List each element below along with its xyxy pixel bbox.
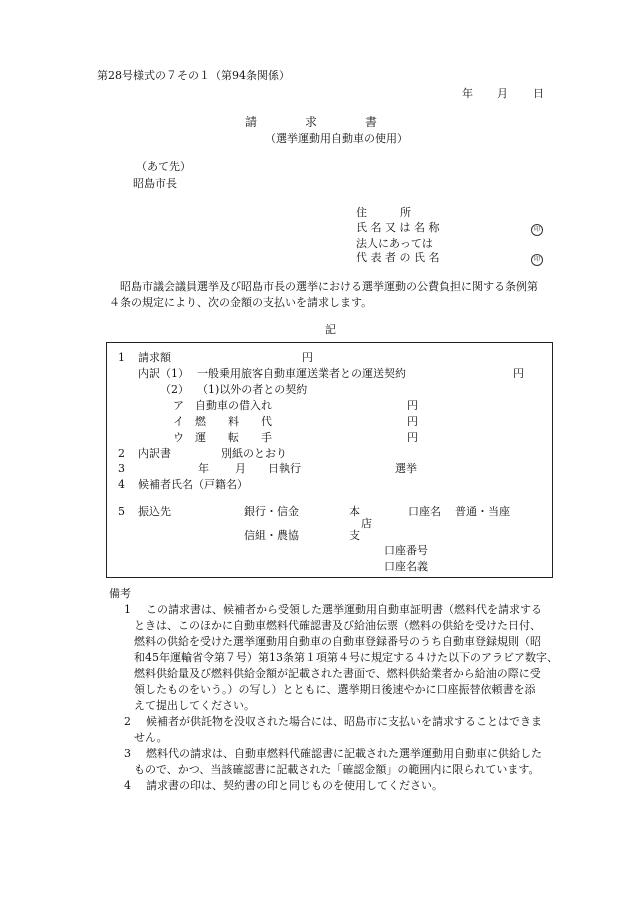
item2-label: 内訳書	[138, 447, 171, 460]
notes-heading: 備考	[109, 587, 131, 600]
item3-number: 3	[118, 462, 125, 475]
address-label: 住 所	[356, 206, 411, 219]
branch-main: 本	[349, 505, 360, 518]
date-year: 年	[462, 87, 473, 100]
sub-item-i: イ 燃 料 代	[173, 415, 272, 428]
bank-type-1: 銀行・信金	[244, 505, 299, 518]
note3-line1: 燃料代の請求は、自動車燃料代確認書に記載された選挙運動用自動車に供給した	[146, 747, 542, 760]
note3-number: 3	[124, 747, 131, 760]
item4-label: 候補者氏名（戸籍名）	[138, 478, 248, 491]
item5-number: 5	[118, 505, 125, 518]
note1-line2: ときは、このほかに自動車燃料代確認書及び給油伝票（燃料の供給を受けた日付、	[134, 619, 541, 632]
note1-line6: 領したものをいう。）の写し）とともに、選挙期日後速やかに口座振替依頼書を添	[134, 683, 536, 696]
account-number-label: 口座番号	[384, 544, 428, 557]
intro-line-2: ４条の規定により、次の金額の支払いを請求します。	[109, 296, 373, 309]
breakdown-2: （1)以外の者との契約	[197, 383, 308, 396]
name-label: 氏 名 又 は 名 称	[356, 221, 440, 234]
breakdown-1-yen: 円	[513, 367, 524, 380]
document-title: 請 求 書	[245, 115, 378, 129]
item1-label: 請求額	[138, 351, 171, 364]
sub-item-a: ア 自動車の借入れ	[173, 399, 272, 412]
branch-store: 店	[361, 517, 372, 530]
bank-type-2: 信組・農協	[244, 529, 299, 542]
addressee-label: （あて先）	[136, 160, 191, 173]
intro-line-1: 昭島市議会議員選挙及び昭島市長の選挙における選挙運動の公費負担に関する条例第	[120, 280, 538, 293]
document-subtitle: （選挙運動用自動車の使用）	[265, 132, 408, 145]
seal-icon	[531, 250, 543, 266]
note3-line2: もので、かつ、当該確認書に記載された「確認金額」の範囲内に限られています。	[134, 763, 540, 776]
item1-yen: 円	[302, 351, 313, 364]
account-label: 口座名	[408, 505, 441, 518]
item2-value: 別紙のとおり	[221, 447, 287, 460]
rep-label: 代 表 者 の 氏 名	[356, 251, 440, 264]
seal-icon	[531, 220, 543, 236]
item3-year: 年	[198, 462, 209, 475]
form-number: 第28号様式の７その１（第94条関係）	[97, 69, 290, 82]
note1-line7: えて提出してください。	[134, 699, 255, 712]
note1-line5: 燃料供給量及び燃料供給金額が記載された書面で、燃料供給業者から給油の際に受	[134, 667, 541, 680]
item1-number: 1	[118, 351, 125, 364]
account-types: 普通・当座	[455, 505, 510, 518]
note1-number: 1	[124, 603, 131, 616]
sub-item-u: ウ 運 転 手	[173, 431, 272, 444]
account-name-label: 口座名義	[384, 560, 428, 573]
sub-item-i-yen: 円	[407, 415, 418, 428]
breakdown-label: 内訳（1）	[138, 367, 189, 380]
note2-line2: せん。	[134, 731, 168, 744]
note1-line1: この請求書は、候補者から受領した選挙運動用自動車証明書（燃料代を請求する	[146, 603, 542, 616]
note4-line1: 請求書の印は、契約書の印と同じものを使用してください。	[146, 779, 443, 792]
seal-mark-2: 印	[531, 254, 543, 266]
item3-day: 日執行	[268, 462, 301, 475]
breakdown-1: 一般乗用旅客自動車運送業者との運送契約	[197, 367, 406, 380]
note4-number: 4	[124, 779, 131, 792]
branch-sub: 支	[349, 529, 360, 542]
addressee-name: 昭島市長	[133, 177, 177, 190]
item3-election: 選挙	[395, 462, 417, 475]
date-month: 月	[497, 87, 508, 100]
item4-number: 4	[118, 478, 125, 491]
breakdown-2-number: （2）	[160, 383, 189, 396]
item5-label: 振込先	[138, 505, 171, 518]
note2-number: 2	[124, 715, 131, 728]
item3-month: 月	[235, 462, 246, 475]
note2-line1: 候補者が供託物を没収された場合には、昭島市に支払いを請求することはできま	[146, 715, 542, 728]
sub-item-u-yen: 円	[407, 431, 418, 444]
sub-item-a-yen: 円	[407, 399, 418, 412]
seal-mark-1: 印	[531, 224, 543, 236]
ki-heading: 記	[325, 323, 336, 336]
note1-line3: 燃料の供給を受けた選挙運動用自動車の自動車登録番号のうち自動車登録規則（昭	[134, 635, 541, 648]
corp-label: 法人にあっては	[356, 237, 433, 250]
date-day: 日	[533, 87, 544, 100]
note1-line4: 和45年運輸省令第７号）第13条第１項第４号に規定する４けた以下のアラビア数字、	[134, 651, 558, 664]
item2-number: 2	[118, 447, 125, 460]
